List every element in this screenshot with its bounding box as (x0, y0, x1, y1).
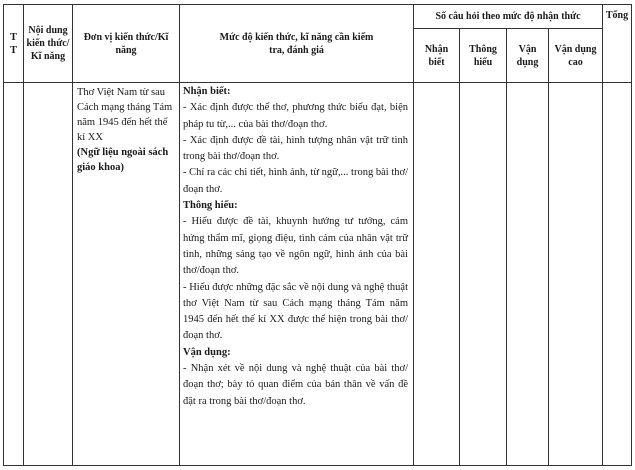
specification-table (3, 4, 632, 466)
header-muc-do: Mức độ kiến thức, kĩ năng cần kiểm tra, đánh giá (180, 5, 414, 83)
cell-tong (603, 83, 632, 466)
section-heading-nhan-biet: Nhận biết: (183, 86, 231, 97)
header-don-vi: Đơn vị kiến thức/Kĩ năng (73, 5, 180, 83)
criterion-item: - Chỉ ra các chi tiết, hình ảnh, từ ngữ,... trong bài thơ/đoạn thơ. (183, 167, 408, 195)
header-level-nhan-biet: Nhận biết (414, 29, 460, 83)
cell-stt (4, 83, 24, 466)
section-heading-van-dung: Vận dụng: (183, 346, 231, 358)
criterion-item: - Xác định được đề tài, hình tượng nhân vật trữ tình trong bài thơ/đoạn thơ. (183, 134, 408, 163)
cell-van-dung-cao (549, 83, 603, 466)
cell-thong-hieu (460, 83, 507, 466)
criterion-item: - Hiểu được những đặc sắc về nội dung và nghệ thuật thơ Việt Nam từ sau Cách mạng tháng Tám năm 1945 đến hết thế kỉ XX được thể hiện trong bài thơ/đoạn thơ. (183, 281, 408, 342)
header-level-van-dung: Vận dụng (507, 29, 549, 83)
header-level-thong-hieu: Thông hiểu (460, 29, 507, 83)
criterion-item: - Nhận xét về nội dung và nghệ thuật của bài thơ/đoạn thơ; bày tỏ quan điểm của bản thân về vấn đề đặt ra trong bài thơ/đoạn thơ. (183, 363, 408, 407)
header-level-van-dung-cao: Vận dụng cao (549, 29, 603, 83)
header-noi-dung: Nội dung kiến thức/ Kĩ năng (24, 5, 73, 83)
criterion-item: - Xác định được thể thơ, phương thức biểu đạt, biện pháp tu từ,... của bài thơ/đoạn thơ. (183, 102, 408, 130)
unit-title: Thơ Việt Nam từ sau Cách mạng tháng Tám năm 1945 đến hết thế kỉ XX (77, 87, 173, 143)
cell-don-vi (73, 83, 180, 466)
unit-note: (Ngữ liệu ngoài sách giáo khoa) (77, 147, 169, 173)
header-so-cau-hoi: Số câu hỏi theo mức độ nhận thức (414, 5, 603, 29)
header-stt: T T (4, 5, 24, 83)
cell-van-dung (507, 83, 549, 466)
cell-muc-do (180, 83, 414, 466)
cell-nhan-biet (414, 83, 460, 466)
section-heading-thong-hieu: Thông hiểu: (183, 200, 238, 212)
cell-noi-dung (24, 83, 73, 466)
header-tong: Tổng (603, 5, 632, 83)
criterion-item: - Hiểu được đề tài, khuynh hướng tư tưởng, cảm hứng thẩm mĩ, giọng điệu, tình cảm của nhân vật trữ tình, những sáng tạo về ngôn ngữ, hình ảnh của bài thơ/đoạn thơ. (183, 216, 408, 277)
